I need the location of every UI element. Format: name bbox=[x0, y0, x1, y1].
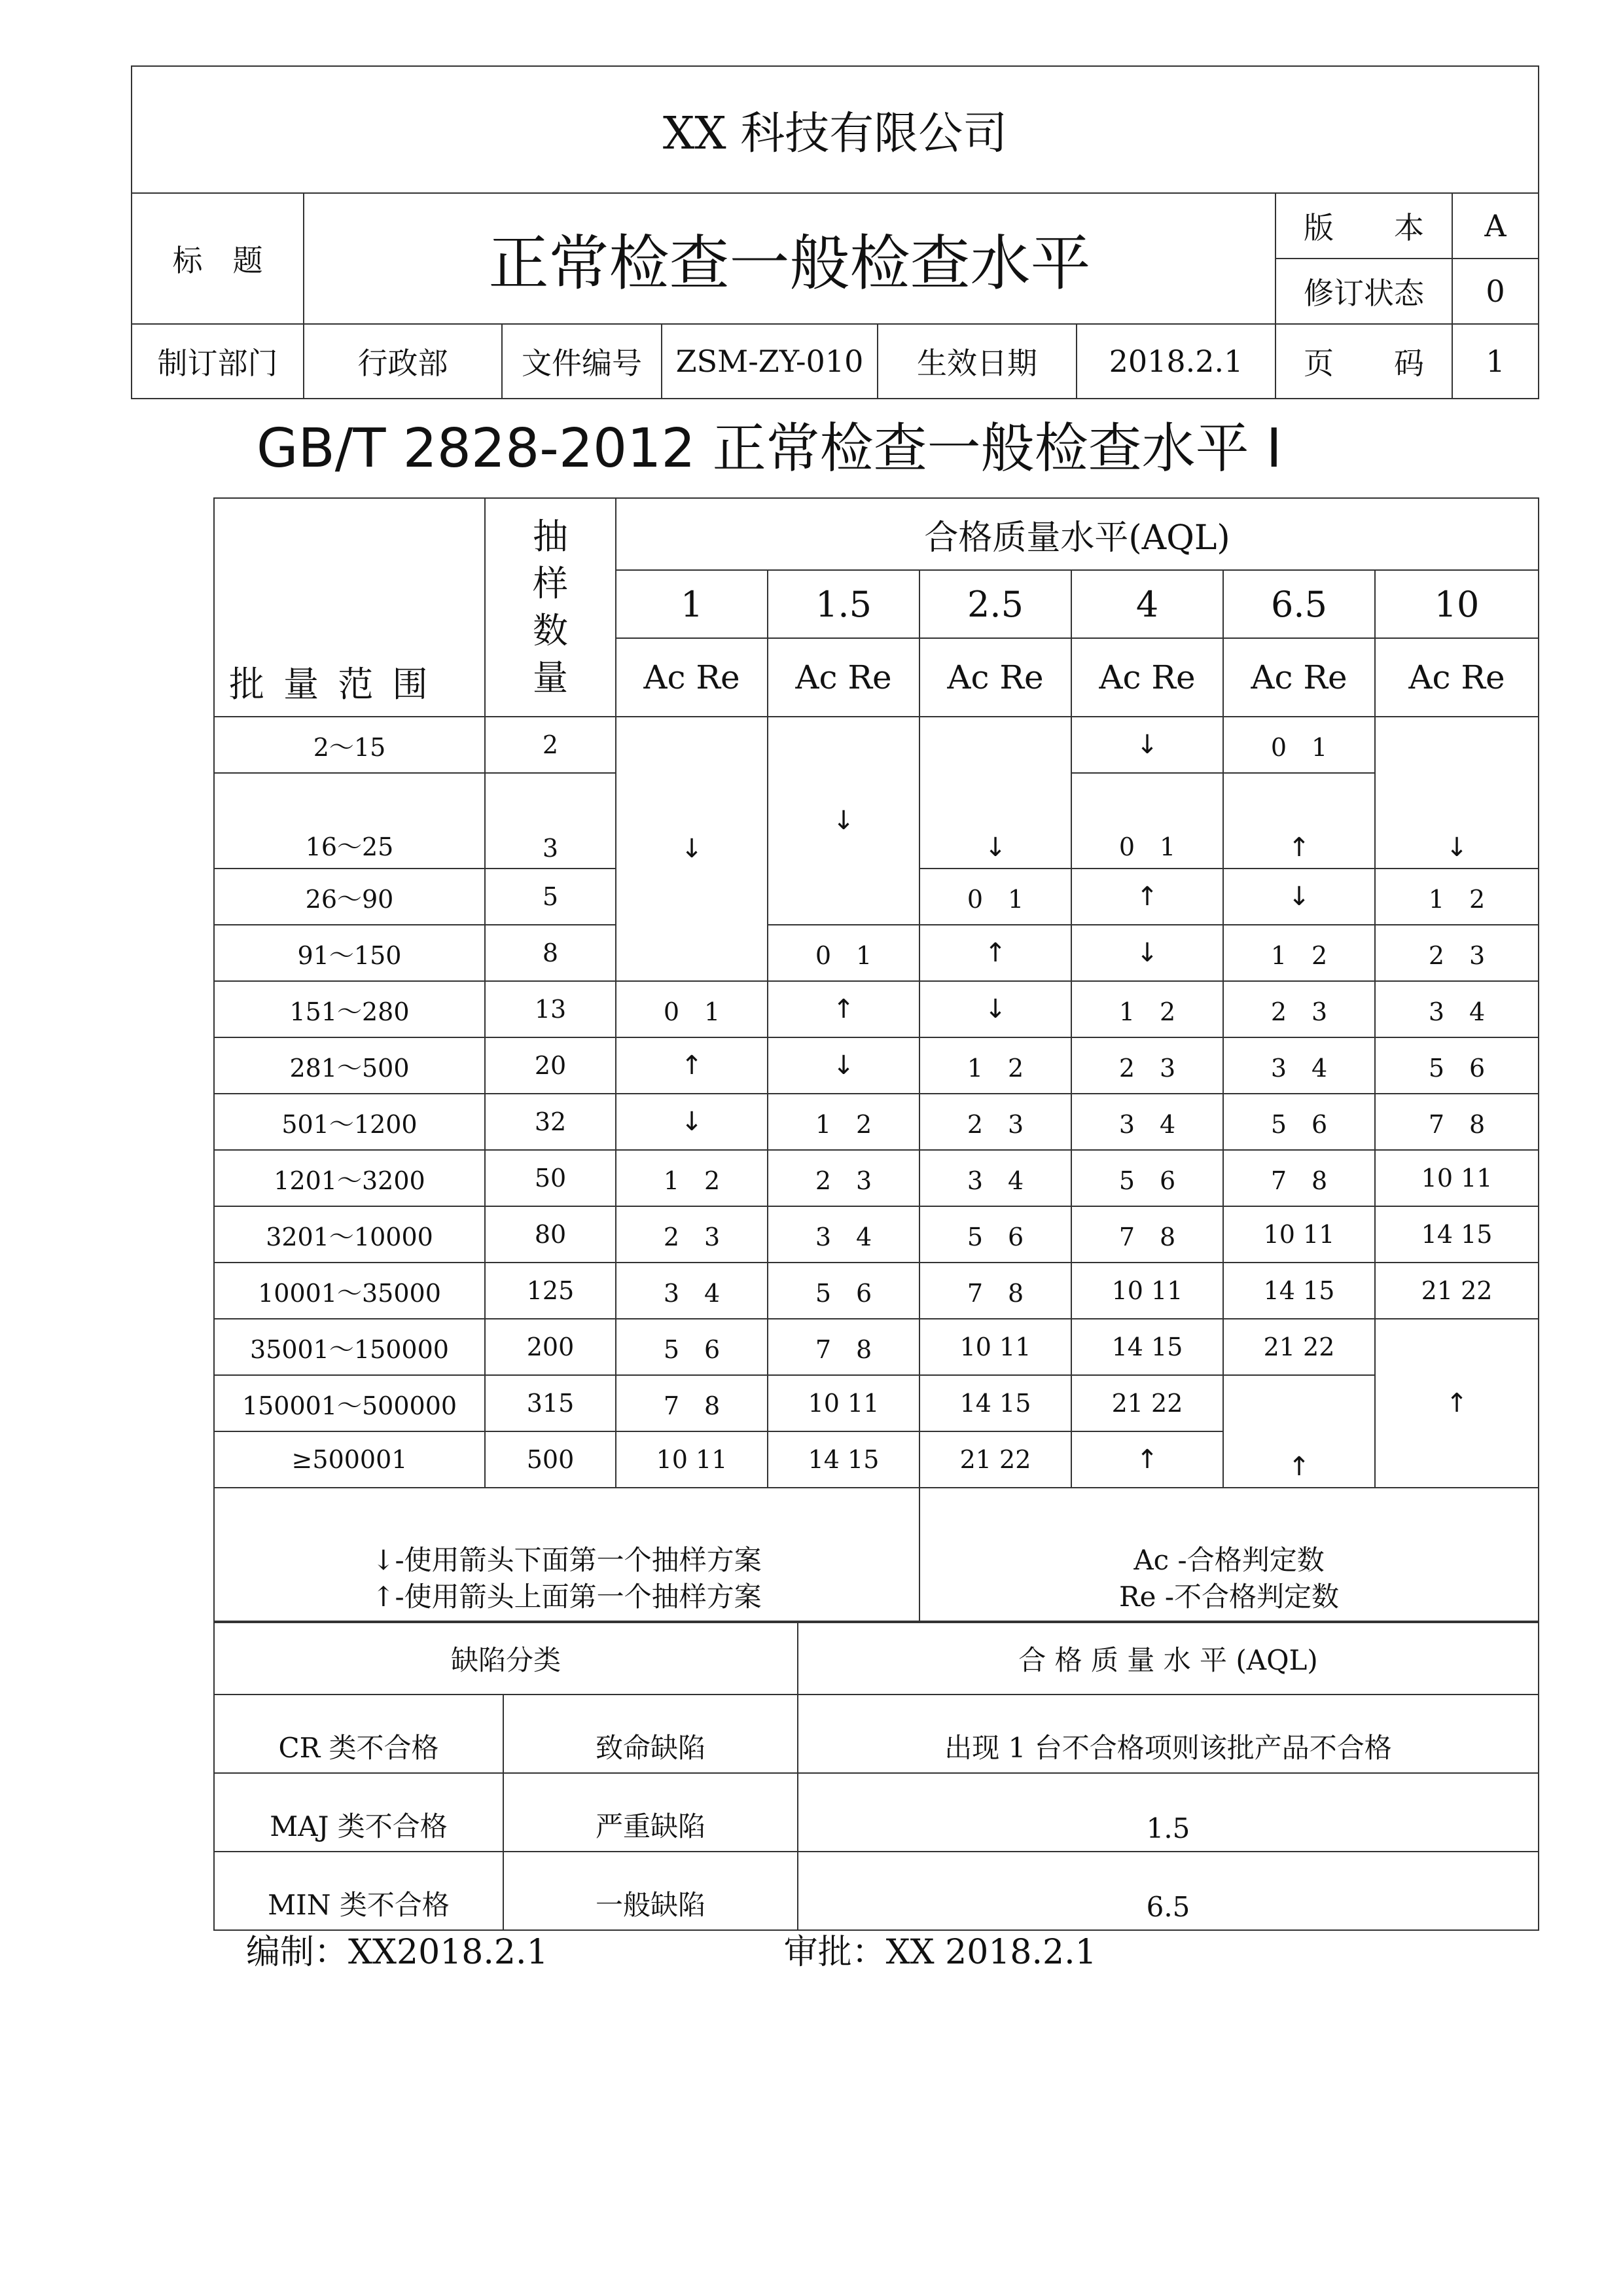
defect-class: MIN 类不合格 bbox=[214, 1852, 503, 1930]
document-header-table bbox=[131, 65, 1539, 399]
arrow-down-icon: ↓ bbox=[1375, 717, 1539, 869]
arrow-up-icon: ↑ bbox=[919, 925, 1071, 981]
dept-label: 制订部门 bbox=[132, 324, 304, 399]
effective-value: 2018.2.1 bbox=[1077, 324, 1275, 399]
version-value: A bbox=[1452, 193, 1539, 259]
ac-re-value: 5 6 bbox=[919, 1206, 1071, 1263]
arrow-up-icon: ↑ bbox=[616, 1037, 768, 1094]
ac-re-value: 14 15 bbox=[1223, 1263, 1375, 1319]
lot-range: 1201～3200 bbox=[214, 1150, 485, 1206]
ac-re-value: 2 3 bbox=[919, 1094, 1071, 1150]
ac-re-value: 1 2 bbox=[768, 1094, 919, 1150]
lot-range: 151～280 bbox=[214, 981, 485, 1037]
lot-range: 3201～10000 bbox=[214, 1206, 485, 1263]
sampling-table bbox=[213, 497, 1539, 1622]
ac-re-value: 10 11 bbox=[768, 1375, 919, 1431]
sample-size: 5 bbox=[485, 869, 616, 925]
lot-range: 16～25 bbox=[214, 773, 485, 869]
title-label: 标 题 bbox=[132, 193, 304, 324]
arrow-down-icon: ↓ bbox=[768, 1037, 919, 1094]
sample-size: 20 bbox=[485, 1037, 616, 1094]
arrow-down-icon: ↓ bbox=[1071, 717, 1223, 773]
ac-re-value: 0 1 bbox=[919, 869, 1071, 925]
legend-re: Re -不合格判定数 bbox=[1119, 1581, 1340, 1613]
arrow-down-icon: ↓ bbox=[1071, 925, 1223, 981]
defect-aql: 6.5 bbox=[798, 1852, 1539, 1930]
ac-re-value: 0 1 bbox=[1223, 717, 1375, 773]
ac-re-value: 7 8 bbox=[1223, 1150, 1375, 1206]
ac-re-value: 2 3 bbox=[1223, 981, 1375, 1037]
defect-name: 致命缺陷 bbox=[503, 1695, 798, 1773]
arrow-down-icon: ↓ bbox=[616, 717, 768, 981]
arrow-up-icon: ↑ bbox=[1223, 1375, 1375, 1488]
ac-re-value: 10 11 bbox=[1223, 1206, 1375, 1263]
dept-value: 行政部 bbox=[304, 324, 502, 399]
lot-range: 150001～500000 bbox=[214, 1375, 485, 1431]
ac-re-value: 10 11 bbox=[1071, 1263, 1223, 1319]
defect-table bbox=[213, 1622, 1539, 1931]
ac-re-value: 2 3 bbox=[768, 1150, 919, 1206]
ac-re-value: 1 2 bbox=[616, 1150, 768, 1206]
ac-re-value: 7 8 bbox=[1071, 1206, 1223, 1263]
ac-re-value: 7 8 bbox=[616, 1375, 768, 1431]
doc-no-label: 文件编号 bbox=[502, 324, 662, 399]
lot-range: ≥500001 bbox=[214, 1431, 485, 1488]
defect-name: 严重缺陷 bbox=[503, 1773, 798, 1852]
lot-range: 501～1200 bbox=[214, 1094, 485, 1150]
ac-re-header: Ac Re bbox=[768, 638, 919, 717]
version-label: 版 本 bbox=[1275, 193, 1452, 259]
ac-re-header: Ac Re bbox=[1375, 638, 1539, 717]
aql-level: 4 bbox=[1071, 570, 1223, 638]
sample-size: 315 bbox=[485, 1375, 616, 1431]
ac-re-value: 5 6 bbox=[1223, 1094, 1375, 1150]
arrow-down-icon: ↓ bbox=[919, 717, 1071, 869]
ac-re-value: 0 1 bbox=[768, 925, 919, 981]
ac-re-value: 21 22 bbox=[1223, 1319, 1375, 1375]
sample-size: 8 bbox=[485, 925, 616, 981]
ac-re-value: 0 1 bbox=[616, 981, 768, 1037]
approved-by: 审批：XX 2018.2.1 bbox=[783, 1933, 1097, 1972]
ac-re-value: 5 6 bbox=[616, 1319, 768, 1375]
ac-re-value: 10 11 bbox=[919, 1319, 1071, 1375]
sample-size: 2 bbox=[485, 717, 616, 773]
defect-class-header: 缺陷分类 bbox=[214, 1623, 798, 1695]
arrow-up-icon: ↑ bbox=[768, 981, 919, 1037]
ac-re-header: Ac Re bbox=[1223, 638, 1375, 717]
ac-re-value: 21 22 bbox=[1375, 1263, 1539, 1319]
page-value: 1 bbox=[1452, 324, 1539, 399]
legend-down: ↓-使用箭头下面第一个抽样方案 bbox=[372, 1544, 762, 1576]
lot-range: 26～90 bbox=[214, 869, 485, 925]
ac-re-value: 3 4 bbox=[1071, 1094, 1223, 1150]
effective-label: 生效日期 bbox=[878, 324, 1077, 399]
arrow-legend bbox=[214, 1488, 919, 1621]
ac-re-value: 2 3 bbox=[1071, 1037, 1223, 1094]
defect-aql: 出现 1 台不合格项则该批产品不合格 bbox=[798, 1695, 1539, 1773]
lot-range-header: 批 量 范 围 bbox=[214, 498, 485, 717]
ac-re-value: 3 4 bbox=[768, 1206, 919, 1263]
arrow-up-icon: ↑ bbox=[1071, 869, 1223, 925]
ac-re-value: 14 15 bbox=[768, 1431, 919, 1488]
aql-header: 合格质量水平(AQL) bbox=[616, 498, 1539, 570]
ac-re-value: 7 8 bbox=[768, 1319, 919, 1375]
arrow-up-icon: ↑ bbox=[1223, 773, 1375, 869]
ac-re-value: 21 22 bbox=[1071, 1375, 1223, 1431]
ac-re-header: Ac Re bbox=[919, 638, 1071, 717]
title-value: 正常检查一般检查水平 bbox=[304, 193, 1275, 324]
lot-range: 10001～35000 bbox=[214, 1263, 485, 1319]
sample-size: 50 bbox=[485, 1150, 616, 1206]
ac-re-value: 1 2 bbox=[919, 1037, 1071, 1094]
ac-re-value: 5 6 bbox=[1375, 1037, 1539, 1094]
signature-line bbox=[246, 1924, 1097, 1973]
ac-re-value: 1 2 bbox=[1375, 869, 1539, 925]
ac-re-value: 14 15 bbox=[919, 1375, 1071, 1431]
ac-re-value: 10 11 bbox=[616, 1431, 768, 1488]
aql-level: 2.5 bbox=[919, 570, 1071, 638]
sample-size: 500 bbox=[485, 1431, 616, 1488]
ac-re-value: 2 3 bbox=[616, 1206, 768, 1263]
ac-re-value: 7 8 bbox=[1375, 1094, 1539, 1150]
aql-level: 10 bbox=[1375, 570, 1539, 638]
ac-re-value: 21 22 bbox=[919, 1431, 1071, 1488]
sample-size-header: 抽 样 数 量 bbox=[485, 498, 616, 717]
ac-re-header: Ac Re bbox=[1071, 638, 1223, 717]
ac-re-value: 3 4 bbox=[1223, 1037, 1375, 1094]
arrow-down-icon: ↓ bbox=[1223, 869, 1375, 925]
ac-re-value: 1 2 bbox=[1071, 981, 1223, 1037]
lot-range: 91～150 bbox=[214, 925, 485, 981]
ac-re-value: 5 6 bbox=[1071, 1150, 1223, 1206]
arrow-up-icon: ↑ bbox=[1071, 1431, 1223, 1488]
acre-legend bbox=[919, 1488, 1539, 1621]
arrow-down-icon: ↓ bbox=[919, 981, 1071, 1037]
defect-class: MAJ 类不合格 bbox=[214, 1773, 503, 1852]
aql-level: 1.5 bbox=[768, 570, 919, 638]
sample-size: 125 bbox=[485, 1263, 616, 1319]
defect-aql: 1.5 bbox=[798, 1773, 1539, 1852]
sample-size: 80 bbox=[485, 1206, 616, 1263]
sample-size: 200 bbox=[485, 1319, 616, 1375]
revision-label: 修订状态 bbox=[1275, 259, 1452, 324]
ac-re-value: 3 4 bbox=[1375, 981, 1539, 1037]
main-title: GB/T 2828-2012 正常检查一般检查水平 I bbox=[257, 418, 1282, 480]
lot-range: 2～15 bbox=[214, 717, 485, 773]
aql-level: 1 bbox=[616, 570, 768, 638]
prepared-by: 编制：XX2018.2.1 bbox=[246, 1933, 548, 1972]
arrow-up-icon: ↑ bbox=[1375, 1319, 1539, 1488]
ac-re-value: 1 2 bbox=[1223, 925, 1375, 981]
ac-re-header: Ac Re bbox=[616, 638, 768, 717]
sample-size: 32 bbox=[485, 1094, 616, 1150]
ac-re-value: 10 11 bbox=[1375, 1150, 1539, 1206]
ac-re-value: 14 15 bbox=[1071, 1319, 1223, 1375]
arrow-down-icon: ↓ bbox=[616, 1094, 768, 1150]
company-name: XX 科技有限公司 bbox=[132, 66, 1539, 193]
page-label: 页 码 bbox=[1275, 324, 1452, 399]
sample-size: 3 bbox=[485, 773, 616, 869]
ac-re-value: 7 8 bbox=[919, 1263, 1071, 1319]
lot-range: 35001～150000 bbox=[214, 1319, 485, 1375]
ac-re-value: 0 1 bbox=[1071, 773, 1223, 869]
revision-value: 0 bbox=[1452, 259, 1539, 324]
arrow-down-icon: ↓ bbox=[768, 717, 919, 925]
ac-re-value: 3 4 bbox=[616, 1263, 768, 1319]
ac-re-value: 2 3 bbox=[1375, 925, 1539, 981]
defect-class: CR 类不合格 bbox=[214, 1695, 503, 1773]
defect-name: 一般缺陷 bbox=[503, 1852, 798, 1930]
lot-range: 281～500 bbox=[214, 1037, 485, 1094]
legend-ac: Ac -合格判定数 bbox=[1133, 1544, 1325, 1576]
defect-aql-header: 合 格 质 量 水 平 (AQL) bbox=[798, 1623, 1539, 1695]
legend-up: ↑-使用箭头上面第一个抽样方案 bbox=[372, 1581, 762, 1613]
doc-no-value: ZSM-ZY-010 bbox=[662, 324, 878, 399]
ac-re-value: 14 15 bbox=[1375, 1206, 1539, 1263]
sample-size: 13 bbox=[485, 981, 616, 1037]
aql-level: 6.5 bbox=[1223, 570, 1375, 638]
ac-re-value: 3 4 bbox=[919, 1150, 1071, 1206]
ac-re-value: 5 6 bbox=[768, 1263, 919, 1319]
